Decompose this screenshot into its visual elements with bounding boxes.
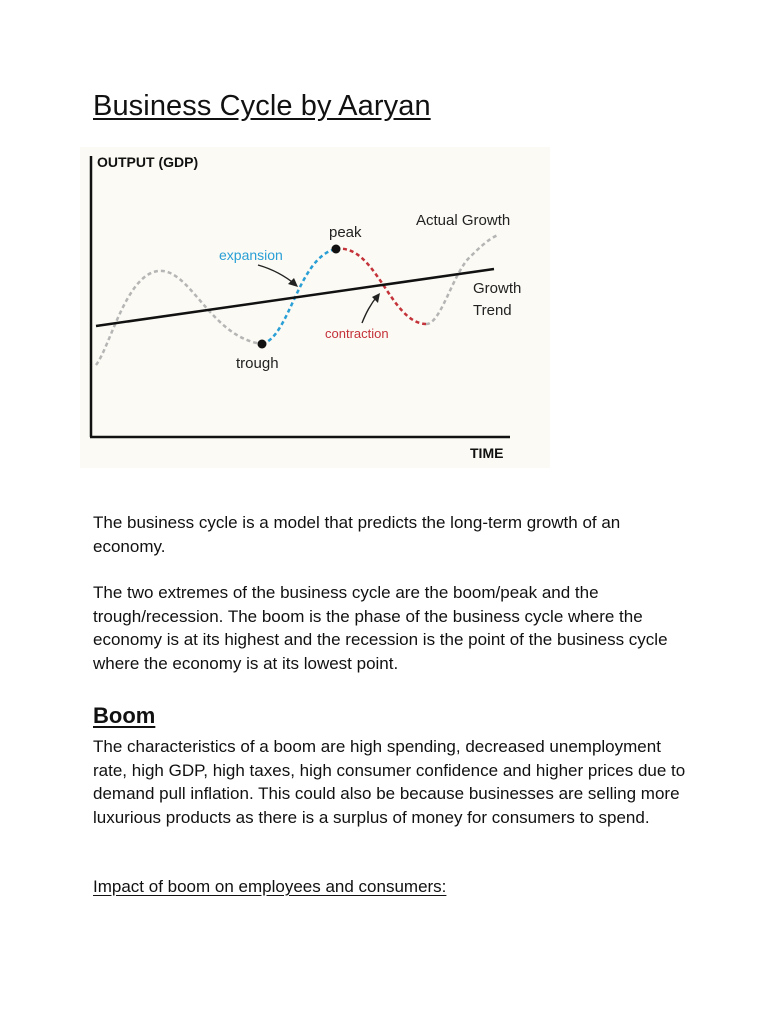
growth-trend-label-line2: Trend bbox=[473, 302, 512, 319]
business-cycle-svg bbox=[80, 147, 550, 468]
document-title: Business Cycle by Aaryan bbox=[93, 90, 431, 122]
expansion-label: expansion bbox=[219, 247, 283, 263]
intro-paragraph: The business cycle is a model that predicts the long-term growth of an economy. bbox=[93, 513, 621, 556]
contraction-label: contraction bbox=[325, 326, 389, 341]
peak-point bbox=[332, 245, 341, 254]
actual-growth-label: Actual Growth bbox=[416, 212, 511, 229]
trough-label: trough bbox=[236, 355, 279, 372]
business-cycle-diagram bbox=[80, 147, 550, 468]
growth-trend-line bbox=[96, 269, 494, 326]
peak-label: peak bbox=[329, 224, 362, 241]
boom-paragraph: The characteristics of a boom are high spending, decreased unemployment rate, high GDP, high taxes, high consumer confidence and higher prices due to demand pull inflation. This could also be because businesses are selling more luxurious products as there is a surplus of money for consumers to spend. bbox=[93, 737, 686, 827]
y-axis-label: OUTPUT (GDP) bbox=[97, 154, 199, 170]
growth-trend-label-line1: Growth bbox=[473, 280, 522, 297]
trough-point bbox=[258, 340, 267, 349]
impact-heading: Impact of boom on employees and consumers: bbox=[93, 877, 447, 896]
extremes-paragraph: The two extremes of the business cycle are the boom/peak and the trough/recession. The boom is the phase of the business cycle where the economy is at its highest and the recession is the point of the business cycle where the economy is at its lowest point. bbox=[93, 583, 668, 673]
boom-heading: Boom bbox=[93, 703, 156, 728]
cycle-gray-left bbox=[96, 271, 262, 365]
x-axis-label: TIME bbox=[470, 445, 504, 461]
